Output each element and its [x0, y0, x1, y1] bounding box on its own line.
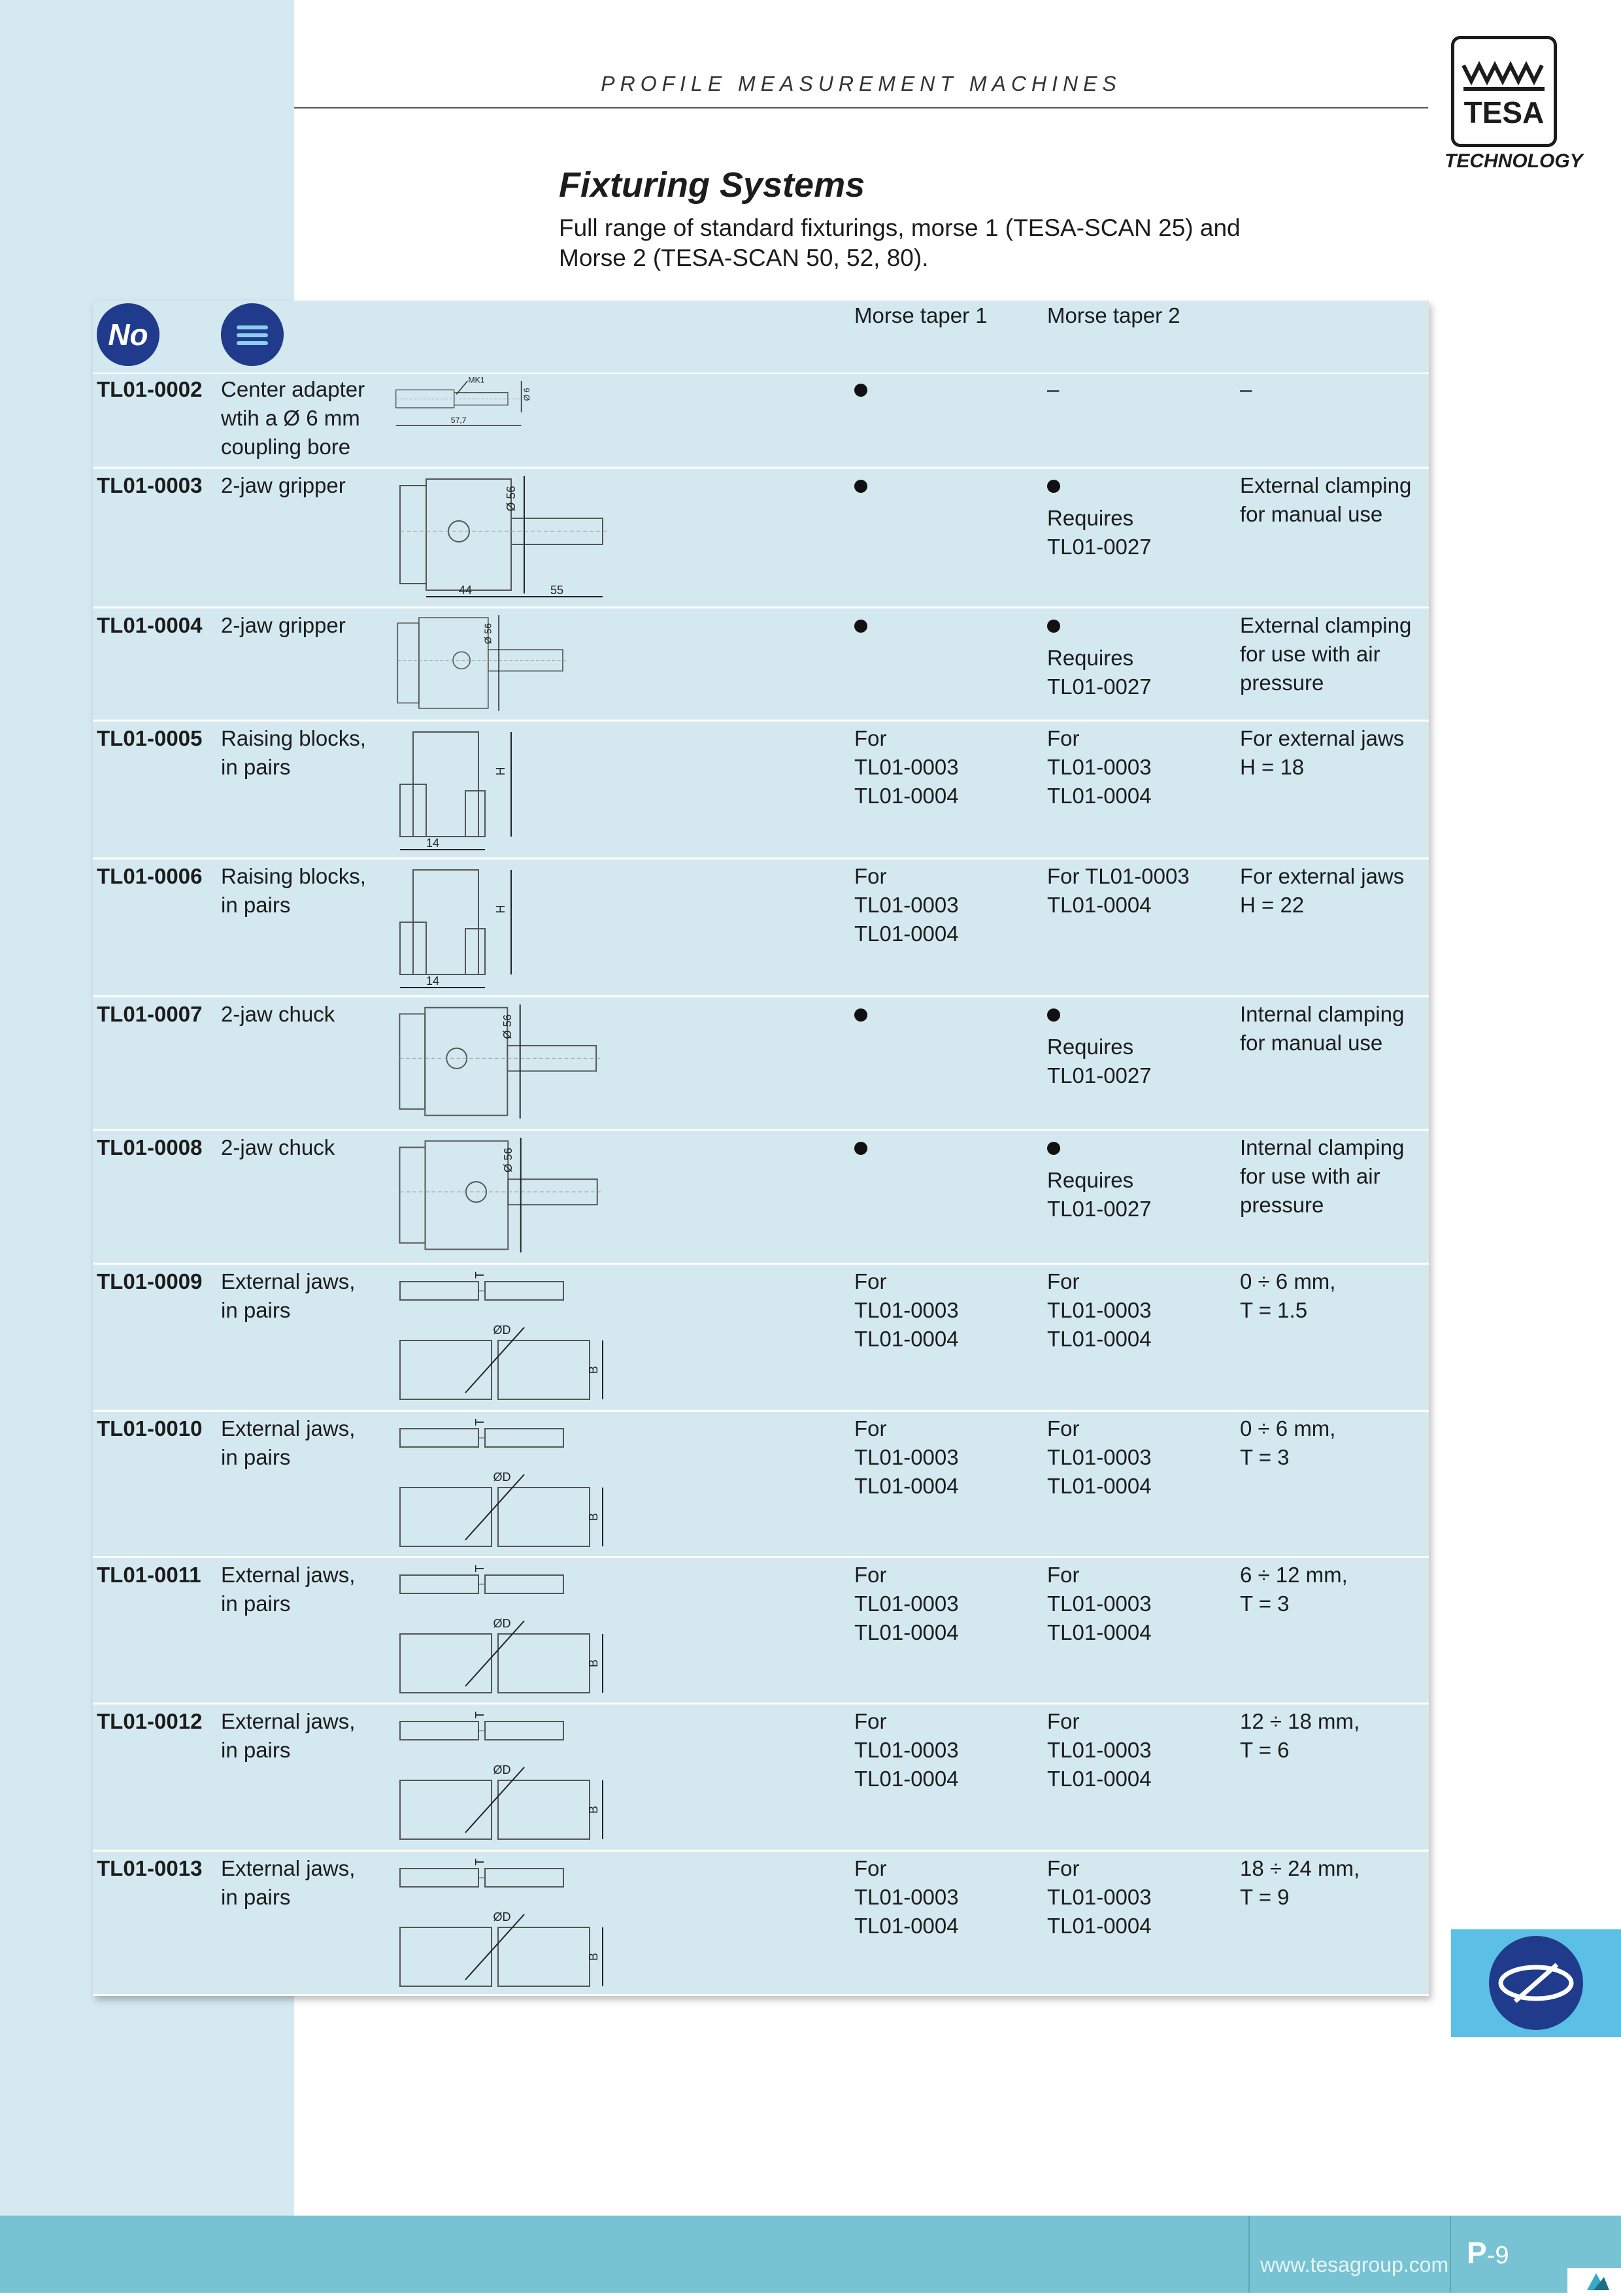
dimension-label: Ø 6	[522, 388, 531, 401]
item-description: External jaws, in pairs	[221, 1856, 356, 1909]
table-row	[93, 859, 1429, 997]
dimension-label: ØD	[493, 1763, 511, 1776]
morse1-value: For TL01-0003 TL01-0004	[854, 864, 959, 946]
bullet-icon	[854, 1142, 867, 1155]
number-icon: No	[97, 303, 159, 366]
item-note: Internal clamping for use with air pressure	[1240, 1135, 1405, 1217]
section-tab[interactable]	[1451, 1929, 1621, 2037]
table-row	[93, 1265, 1429, 1412]
item-note: 6 ÷ 12 mm, T = 3	[1240, 1563, 1348, 1616]
morse2-value: For TL01-0003 TL01-0004	[1047, 1416, 1152, 1498]
footer-divider	[1450, 2216, 1451, 2293]
technical-drawing	[387, 1135, 675, 1262]
item-code: TL01-0002	[97, 377, 203, 401]
morse2-value: For TL01-0003 TL01-0004	[1047, 726, 1152, 808]
dimension-label: Ø 56	[505, 486, 518, 512]
item-description: External jaws, in pairs	[221, 1709, 356, 1762]
morse1-compatible-dot	[854, 1133, 867, 1162]
technical-drawing	[387, 1269, 675, 1409]
table-row	[93, 1131, 1429, 1265]
item-description: External jaws, in pairs	[221, 1563, 356, 1616]
technical-drawing	[387, 863, 675, 995]
morse1-value: For TL01-0003 TL01-0004	[854, 1709, 959, 1791]
dimension-label: B	[587, 1512, 600, 1522]
dimension-label: B	[587, 1805, 600, 1814]
page-digit: -9	[1486, 2242, 1509, 2269]
bullet-icon	[1047, 1008, 1060, 1022]
item-note: External clamping for use with air pressure	[1240, 613, 1412, 695]
dimension-label: 44	[458, 584, 473, 597]
page-number	[1467, 2235, 1509, 2271]
dimension-label: B	[587, 1659, 600, 1668]
dimension-label: T	[473, 1418, 486, 1426]
item-code: TL01-0007	[97, 1002, 203, 1026]
requirement-note: Requires TL01-0027	[1047, 1168, 1152, 1221]
table-row	[93, 1412, 1429, 1558]
technical-drawing	[387, 1855, 675, 1993]
dimension-label: Ø 56	[483, 623, 494, 644]
item-description: 2-jaw chuck	[221, 1002, 335, 1026]
dimension-label: 55	[550, 584, 564, 597]
section-header: PROFILE MEASUREMENT MACHINES	[601, 72, 1122, 95]
morse2-value: For TL01-0003 TL01-0004	[1047, 1563, 1152, 1644]
dimension-label: ØD	[493, 1471, 511, 1484]
bullet-icon	[1047, 620, 1060, 633]
item-description: External jaws, in pairs	[221, 1416, 356, 1469]
item-note: 12 ÷ 18 mm, T = 6	[1240, 1709, 1360, 1762]
item-description: Center adapter wtih a Ø 6 mm coupling bore	[221, 377, 365, 459]
dimension-label: H	[494, 905, 507, 914]
technical-drawing	[387, 612, 675, 719]
item-description: 2-jaw gripper	[221, 473, 346, 497]
page-title: Fixturing Systems	[559, 165, 865, 205]
fixture-table	[93, 301, 1429, 1996]
requirement-note: Requires TL01-0027	[1047, 1035, 1152, 1088]
item-description: 2-jaw chuck	[221, 1135, 335, 1159]
dimension-label: B	[587, 1365, 600, 1374]
item-code: TL01-0009	[97, 1269, 203, 1293]
morse1-value: For TL01-0003 TL01-0004	[854, 1563, 959, 1644]
morse2-compatible-dot	[1047, 471, 1152, 561]
item-description: External jaws, in pairs	[221, 1269, 356, 1322]
bullet-icon	[854, 480, 867, 493]
item-note: For external jaws H = 18	[1240, 726, 1405, 779]
footer-divider	[1248, 2216, 1250, 2293]
item-note: 18 ÷ 24 mm, T = 9	[1240, 1856, 1360, 1909]
morse1-value: For TL01-0003 TL01-0004	[854, 1269, 959, 1351]
item-code: TL01-0004	[97, 613, 203, 637]
morse2-value: For TL01-0003 TL01-0004	[1047, 1269, 1152, 1351]
item-note: External clamping for manual use	[1240, 473, 1412, 526]
eye-icon	[1489, 1936, 1583, 2030]
morse2-value: For TL01-0003 TL01-0004	[1047, 1856, 1152, 1938]
technical-drawing	[387, 1708, 675, 1849]
dimension-label: T	[473, 1565, 486, 1572]
morse2-compatible-dot	[1047, 1133, 1152, 1223]
item-code: TL01-0010	[97, 1416, 203, 1440]
morse2-compatible-dot	[1047, 611, 1152, 701]
morse2-value: For TL01-0003 TL01-0004	[1047, 864, 1190, 917]
dimension-label: T	[473, 1711, 486, 1719]
morse1-value: For TL01-0003 TL01-0004	[854, 1856, 959, 1938]
morse2-value: –	[1047, 377, 1060, 401]
item-note: 0 ÷ 6 mm, T = 1.5	[1240, 1269, 1336, 1322]
technical-drawing	[387, 376, 675, 466]
dimension-label: Ø 56	[501, 1147, 515, 1173]
item-code: TL01-0003	[97, 473, 203, 497]
dimension-label: Ø 56	[501, 1014, 514, 1039]
morse2-value: For TL01-0003 TL01-0004	[1047, 1709, 1152, 1791]
item-code: TL01-0006	[97, 864, 203, 888]
dimension-label: T	[473, 1271, 486, 1279]
footer-logo-icon	[1567, 2268, 1621, 2293]
item-code: TL01-0011	[97, 1563, 201, 1587]
dimension-label: 14	[426, 837, 440, 850]
item-code: TL01-0008	[97, 1135, 203, 1159]
dimension-label: T	[473, 1858, 486, 1866]
item-code: TL01-0005	[97, 726, 203, 750]
dimension-label: ØD	[493, 1323, 511, 1337]
item-code: TL01-0012	[97, 1709, 203, 1733]
tesa-logo-text: TESA	[1463, 95, 1545, 129]
morse2-compatible-dot	[1047, 1000, 1152, 1090]
item-description: Raising blocks, in pairs	[221, 726, 366, 779]
technology-tagline: TECHNOLOGY	[1445, 150, 1583, 172]
tesa-logo	[1451, 36, 1557, 147]
table-row	[93, 608, 1429, 722]
technical-drawing	[387, 473, 675, 606]
requirement-note: Requires TL01-0027	[1047, 506, 1152, 559]
bullet-icon	[854, 620, 867, 633]
morse1-compatible-dot	[854, 1000, 867, 1029]
dimension-label: MK1	[468, 376, 485, 385]
technical-drawing	[387, 1562, 675, 1702]
page-letter: P	[1467, 2236, 1487, 2270]
table-row	[93, 1558, 1429, 1705]
bullet-icon	[1047, 1142, 1060, 1155]
morse1-value: For TL01-0003 TL01-0004	[854, 726, 959, 808]
table-row	[93, 997, 1429, 1131]
dimension-label: B	[587, 1952, 600, 1961]
item-note: For external jaws H = 22	[1240, 864, 1405, 917]
morse1-compatible-dot	[854, 375, 867, 404]
dimension-label: 57,7	[450, 416, 467, 425]
description-list-icon	[221, 303, 284, 366]
morse1-compatible-dot	[854, 471, 867, 500]
header-rule	[294, 107, 1428, 108]
morse1-value: For TL01-0003 TL01-0004	[854, 1416, 959, 1498]
item-code: TL01-0013	[97, 1856, 203, 1880]
item-note: Internal clamping for manual use	[1240, 1002, 1405, 1055]
footer-url-link[interactable]: www.tesagroup.com	[1260, 2253, 1449, 2276]
technical-drawing	[387, 1416, 675, 1556]
requirement-note: Requires TL01-0027	[1047, 646, 1152, 699]
technical-drawing	[387, 725, 675, 857]
dimension-label: H	[494, 767, 507, 776]
table-row	[93, 469, 1429, 608]
table-row	[93, 1852, 1429, 1996]
table-row	[93, 373, 1429, 469]
dimension-label: ØD	[493, 1617, 511, 1630]
morse1-compatible-dot	[854, 611, 867, 640]
dimension-label: 14	[426, 974, 440, 988]
column-header-morse2: Morse taper 2	[1047, 303, 1180, 327]
dimension-label: ØD	[493, 1910, 511, 1923]
item-note: –	[1240, 377, 1252, 401]
bullet-icon	[854, 1008, 867, 1022]
table-header-row	[93, 301, 1429, 374]
bullet-icon	[854, 384, 867, 397]
item-note: 0 ÷ 6 mm, T = 3	[1240, 1416, 1336, 1469]
table-row	[93, 722, 1429, 859]
item-description: Raising blocks, in pairs	[221, 864, 366, 917]
column-header-morse1: Morse taper 1	[854, 303, 988, 327]
item-description: 2-jaw gripper	[221, 613, 346, 637]
page-subtitle: Full range of standard fixturings, morse 1 (TESA-SCAN 25) and Morse 2 (TESA-SCAN 50, 52, 80).	[559, 214, 1241, 271]
bullet-icon	[1047, 480, 1060, 493]
table-row	[93, 1705, 1429, 1852]
technical-drawing	[387, 1001, 675, 1128]
